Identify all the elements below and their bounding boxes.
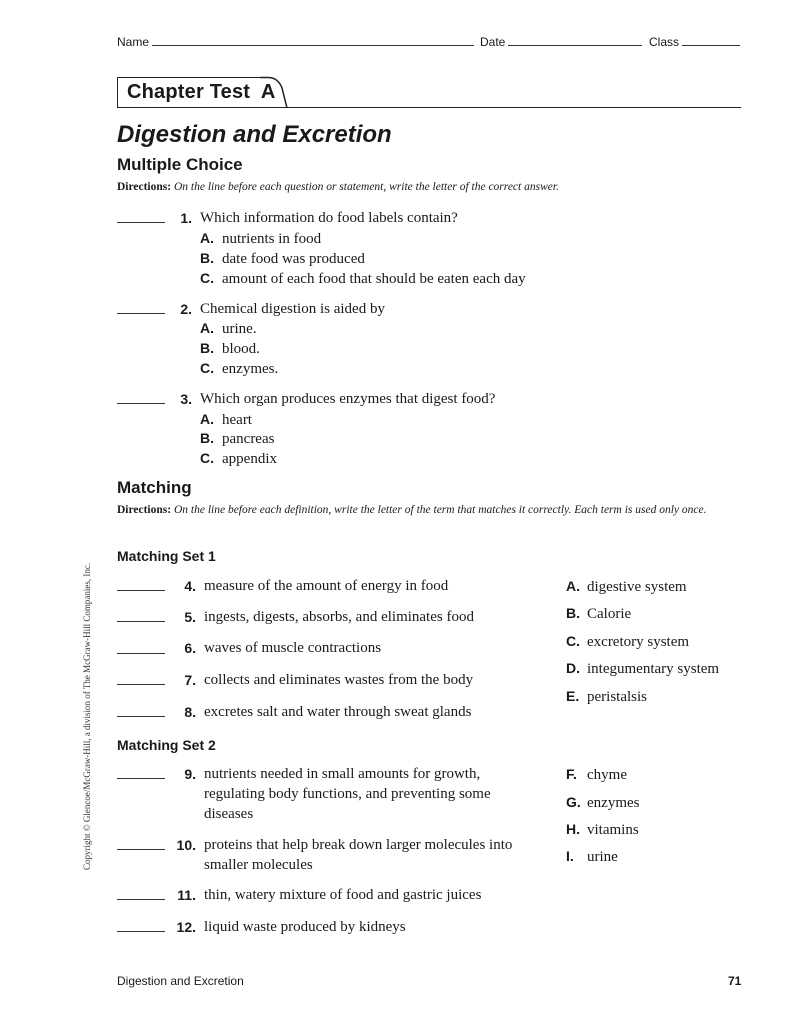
matching-heading: Matching — [117, 478, 192, 497]
answer-blank-10[interactable] — [117, 849, 165, 850]
date-field — [480, 33, 642, 49]
name-label: Name — [117, 35, 150, 49]
item-number: 5. — [184, 609, 196, 625]
item-number: 11. — [177, 887, 196, 903]
option-letter: C. — [200, 450, 214, 466]
term — [566, 631, 689, 652]
term — [566, 576, 687, 597]
option-letter: C. — [200, 360, 214, 376]
term-text: Calorie — [587, 606, 632, 622]
question-text: Chemical digestion is aided by — [200, 301, 385, 317]
option-letter: A. — [200, 230, 214, 246]
definition-text: proteins that help break down larger molecules into smaller molecules — [204, 837, 513, 873]
item-number: 4. — [184, 578, 196, 594]
header-rule — [117, 107, 741, 108]
option — [200, 268, 526, 289]
term-letter: F. — [566, 766, 577, 782]
question-text: Which organ produces enzymes that digest food? — [200, 391, 496, 407]
question-number: 3. — [180, 391, 192, 407]
option-text: enzymes. — [222, 361, 279, 377]
question-number: 1. — [180, 210, 192, 226]
option — [200, 318, 257, 339]
copyright-notice: Copyright © Glencoe/McGraw-Hill, a division of The McGraw-Hill Companies, Inc. — [82, 562, 92, 870]
term — [566, 846, 618, 867]
option — [200, 448, 277, 469]
definition-text: collects and eliminates wastes from the body — [204, 672, 474, 688]
answer-blank-1[interactable] — [117, 222, 165, 223]
definition-text: waves of muscle contractions — [204, 640, 382, 656]
item-number: 10. — [176, 837, 196, 853]
option-text: urine. — [222, 321, 257, 337]
footer-title: Digestion and Excretion — [117, 974, 244, 988]
term-text: digestive system — [587, 579, 687, 595]
term — [566, 603, 631, 624]
date-line[interactable] — [508, 33, 642, 46]
definition-text: nutrients needed in small amounts for growth, regulating body functions, and preventing some diseases — [204, 766, 491, 822]
answer-blank-9[interactable] — [117, 778, 165, 779]
term — [566, 792, 639, 813]
item-number: 9. — [184, 766, 196, 782]
term-text: excretory system — [587, 634, 690, 650]
term — [566, 686, 647, 707]
matching-directions — [117, 502, 742, 519]
answer-blank-8[interactable] — [117, 716, 165, 717]
term-letter: A. — [566, 578, 580, 594]
matching-directions-label: Directions: — [117, 504, 172, 516]
item-number: 8. — [184, 704, 196, 720]
term-letter: C. — [566, 633, 580, 649]
definition-text: liquid waste produced by kidneys — [204, 919, 406, 935]
option-text: date food was produced — [222, 251, 365, 267]
option-text: nutrients in food — [222, 231, 322, 247]
answer-blank-4[interactable] — [117, 590, 165, 591]
class-line[interactable] — [682, 33, 740, 46]
answer-blank-12[interactable] — [117, 931, 165, 932]
term-letter: H. — [566, 821, 580, 837]
answer-blank-2[interactable] — [117, 313, 165, 314]
item-number: 6. — [184, 640, 196, 656]
name-field — [117, 33, 474, 49]
mc-directions-label: Directions: — [117, 181, 172, 193]
option-text: amount of each food that should be eaten each day — [222, 271, 526, 287]
option-letter: B. — [200, 250, 214, 266]
answer-blank-6[interactable] — [117, 653, 165, 654]
term — [566, 658, 719, 679]
answer-blank-7[interactable] — [117, 684, 165, 685]
option-letter: C. — [200, 270, 214, 286]
term-text: urine — [587, 849, 618, 865]
term-text: vitamins — [587, 822, 639, 838]
option-letter: A. — [200, 411, 214, 427]
option — [200, 338, 260, 359]
chapter-tab-title: Chapter Test A — [127, 81, 276, 103]
term-letter: E. — [566, 688, 580, 704]
matching-set-1-title: Matching Set 1 — [117, 548, 216, 564]
term — [566, 764, 627, 785]
option-letter: B. — [200, 430, 214, 446]
answer-blank-3[interactable] — [117, 403, 165, 404]
question-text: Which information do food labels contain? — [200, 210, 458, 226]
term-letter: B. — [566, 605, 580, 621]
mc-heading: Multiple Choice — [117, 155, 243, 174]
definition-text: excretes salt and water through sweat glands — [204, 704, 472, 720]
term-text: enzymes — [587, 795, 640, 811]
mc-directions-text: On the line before each question or statement, write the letter of the correct answer. — [173, 181, 559, 193]
class-field — [649, 33, 740, 49]
option-letter: A. — [200, 320, 214, 336]
definition-text: measure of the amount of energy in food — [204, 578, 449, 594]
term-letter: I. — [566, 848, 574, 864]
class-label: Class — [649, 35, 680, 49]
option-text: blood. — [222, 341, 260, 357]
option — [200, 409, 252, 430]
option-text: heart — [222, 412, 252, 428]
term-letter: D. — [566, 660, 580, 676]
question-number: 2. — [180, 301, 192, 317]
option-text: appendix — [222, 451, 277, 467]
answer-blank-11[interactable] — [117, 899, 165, 900]
definition-text: thin, watery mixture of food and gastric juices — [204, 887, 482, 903]
term-letter: G. — [566, 794, 581, 810]
term-text: integumentary system — [587, 661, 720, 677]
option-text: pancreas — [222, 431, 275, 447]
option — [200, 228, 321, 249]
item-number: 7. — [184, 672, 196, 688]
term-text: chyme — [587, 767, 627, 783]
term-text: peristalsis — [587, 689, 647, 705]
option — [200, 358, 278, 379]
term — [566, 819, 639, 840]
mc-directions — [117, 179, 742, 196]
answer-blank-5[interactable] — [117, 621, 165, 622]
matching-set-2-title: Matching Set 2 — [117, 737, 216, 753]
item-number: 12. — [176, 919, 196, 935]
page-number: 71 — [728, 974, 742, 988]
definition-text: ingests, digests, absorbs, and eliminates food — [204, 609, 474, 625]
option — [200, 248, 365, 269]
page-title: Digestion and Excretion — [117, 121, 392, 148]
option-letter: B. — [200, 340, 214, 356]
matching-directions-text: On the line before each definition, write the letter of the term that matches it correctly. Each term is used only once. — [173, 504, 707, 516]
name-line[interactable] — [152, 33, 474, 46]
date-label: Date — [480, 35, 506, 49]
option — [200, 428, 274, 449]
